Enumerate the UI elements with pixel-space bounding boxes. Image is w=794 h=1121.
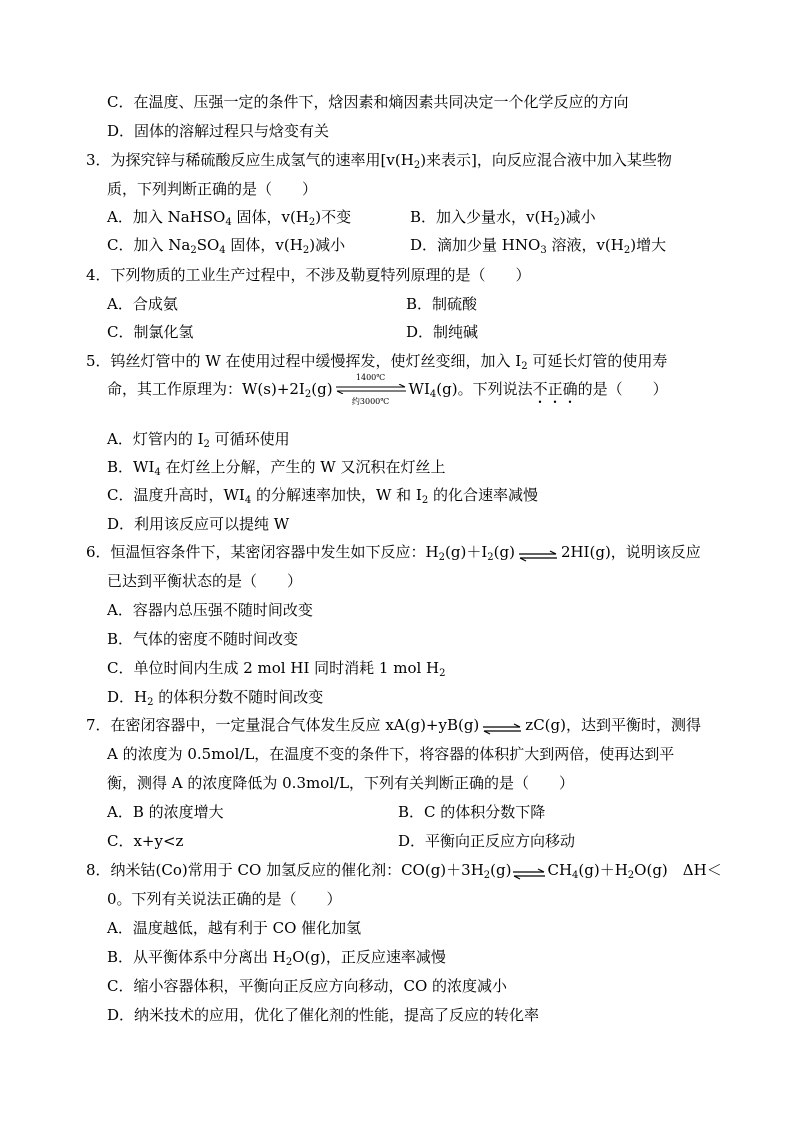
q5-stem-line2: [107, 372, 668, 407]
q8-stem-line2: [107, 889, 342, 909]
q2-option-c: [107, 92, 628, 112]
text: A．加入 NaHSO: [107, 208, 226, 226]
q7-option-d: [398, 831, 575, 851]
q6-option-d: [107, 687, 323, 707]
text: D．制纯碱: [406, 323, 479, 341]
text: C．单位时间内生成 2 mol HI 同时消耗 1 mol H: [107, 659, 440, 677]
text: 已达到平衡状态的是（ ）: [107, 572, 303, 590]
q3-number: 3．: [86, 151, 111, 169]
text: (g)＋I: [445, 543, 488, 561]
q7-stem-line2: [107, 744, 674, 764]
text: O(g) ΔH＜: [634, 861, 722, 879]
subscript: 2: [190, 245, 197, 256]
text: B．制硫酸: [406, 295, 478, 313]
q7-stem-line3: [107, 773, 574, 793]
text: 2HI(g)，说明该反应: [560, 543, 701, 561]
subscript: 2: [439, 668, 446, 679]
q5-option-b: [107, 457, 445, 477]
text: C．x+y<z: [107, 832, 184, 850]
equilibrium-arrow-icon: [518, 547, 558, 559]
text: 命，其工作原理为：W(s)+2I: [107, 380, 305, 398]
text: 衡，测得 A 的浓度降低为 0.3mol/L，下列有关判断正确的是（ ）: [107, 774, 575, 792]
text: O(g)，正反应速率减慢: [292, 948, 446, 966]
emphasized-text: 不正确: [532, 380, 578, 398]
subscript: 4: [154, 467, 161, 478]
text: 在灯丝上分解，产生的 W 又沉积在灯丝上: [160, 458, 446, 476]
text: D．滴加少量 HNO: [410, 236, 541, 254]
subscript: 2: [308, 217, 316, 228]
q4-option-c: [107, 322, 193, 342]
text: 恒温恒容条件下，某密闭容器中发生如下反应：H: [110, 543, 439, 561]
q7-option-b: [398, 802, 545, 822]
subscript: 2: [483, 870, 491, 881]
equilibrium-arrow-icon: [482, 720, 522, 732]
text: 在密闭容器中，一定量混合气体发生反应 xA(g)+yB(g): [110, 716, 480, 734]
q4-number: 4．: [86, 266, 111, 284]
q3-option-a: [107, 207, 351, 227]
text: 的分解速率加快，W 和 I: [251, 486, 422, 504]
q8-option-a: [107, 918, 361, 938]
q3-option-c: [107, 235, 345, 255]
text: 可延长灯管的使用寿: [527, 352, 668, 370]
text: D．平衡向正反应方向移动: [398, 832, 576, 850]
reversible-reaction-arrow: [335, 373, 407, 407]
text: D．利用该反应可以提纯 W: [107, 515, 290, 533]
equilibrium-arrow-icon: [335, 384, 407, 394]
subscript: 2: [285, 957, 293, 968]
text: A．温度越低，越有利于 CO 催化加氢: [107, 919, 362, 937]
text: (g): [311, 380, 333, 398]
q8-number: 8．: [86, 861, 111, 879]
q3-stem-line2: [107, 179, 317, 199]
q7-option-a: [107, 802, 224, 822]
q6-option-c: [107, 658, 446, 678]
condition-reverse: 约3000℃: [351, 397, 390, 406]
q4-stem-text: 下列物质的工业生产过程中，不涉及勒夏特列原理的是（ ）: [110, 266, 531, 284]
subscript: 2: [521, 361, 528, 372]
subscript: 4: [429, 389, 437, 400]
q2-option-c-text: C．在温度、压强一定的条件下，焓因素和熵因素共同决定一个化学反应的方向: [107, 93, 629, 111]
q4-option-d: [406, 322, 478, 342]
q8-option-c: [107, 976, 507, 996]
text: )不变: [315, 208, 352, 226]
text: (g): [490, 861, 512, 879]
subscript: 2: [421, 495, 429, 506]
subscript: 4: [225, 217, 232, 228]
subscript: 2: [304, 389, 312, 400]
text: A．合成氨: [107, 295, 178, 313]
subscript: 4: [572, 870, 579, 881]
q3-stem-text-b: )来表示]，向反应混合液中加入某些物: [420, 151, 672, 169]
text: C．缩小容器体积，平衡向正反应方向移动，CO 的浓度减小: [107, 977, 508, 995]
q3-option-b: [410, 207, 596, 227]
subscript: 2: [147, 697, 154, 708]
text: A．B 的浓度增大: [107, 803, 224, 821]
text: 的化合速率减慢: [428, 486, 539, 504]
text: C．制氯化氢: [107, 323, 194, 341]
text: 溶液，v(H: [546, 236, 624, 254]
q6-number: 6．: [86, 543, 111, 561]
text: B．从平衡体系中分离出 H: [107, 948, 286, 966]
q5-option-d: [107, 514, 289, 534]
text: B．加入少量水，v(H: [410, 208, 554, 226]
subscript: 3: [540, 245, 547, 256]
subscript: 2: [553, 217, 560, 228]
q7-number: 7．: [86, 716, 111, 734]
q5-option-a: [107, 429, 290, 449]
condition-forward: 1400℃: [355, 373, 386, 382]
text: 的体积分数不随时间改变: [153, 688, 324, 706]
text: B．WI: [107, 458, 155, 476]
subscript: 2: [438, 552, 446, 563]
subscript: 4: [244, 495, 252, 506]
q7-stem-line1: [86, 715, 701, 735]
text: 纳米钴(Co)常用于 CO 加氢反应的催化剂：CO(g)＋3H: [110, 861, 484, 879]
text: 0。下列有关说法正确的是（ ）: [107, 890, 342, 908]
text: B．C 的体积分数下降: [398, 803, 546, 821]
q6-stem-line2: [107, 571, 302, 591]
subscript: 2: [203, 439, 210, 450]
q3-option-d: [410, 235, 666, 255]
text: D．纳米技术的应用，优化了催化剂的性能，提高了反应的转化率: [107, 1006, 540, 1024]
q2-option-d-text: D．固体的溶解过程只与焓变有关: [107, 122, 330, 140]
subscript: 2: [627, 870, 635, 881]
q5-number: 5．: [86, 352, 111, 370]
q8-option-b: [107, 947, 446, 967]
text: WI: [408, 380, 430, 398]
subscript: 2: [302, 245, 310, 256]
q5-stem-line1: [86, 351, 667, 371]
q8-option-d: [107, 1005, 539, 1025]
equilibrium-arrow-icon: [512, 865, 546, 877]
text: )增大: [630, 236, 667, 254]
q8-stem-line1: [86, 860, 722, 880]
text: D．H: [107, 688, 148, 706]
text: A．容器内总压强不随时间改变: [107, 601, 313, 619]
text: C．温度升高时，WI: [107, 486, 245, 504]
text: A 的浓度为 0.5mol/L，在温度不变的条件下，将容器的体积扩大到两倍，使再达到平: [107, 745, 675, 763]
q6-option-b: [107, 629, 298, 649]
q4-option-a: [107, 294, 178, 314]
text: SO: [196, 236, 220, 254]
text: 的是（ ）: [577, 380, 668, 398]
subscript: 2: [413, 160, 421, 171]
text: (g)。下列说法: [436, 380, 533, 398]
q3-stem-text-a: 为探究锌与稀硫酸反应生成氢气的速率用[v(H: [110, 151, 414, 169]
text: zC(g)，达到平衡时，测得: [525, 716, 701, 734]
text: )减小: [559, 208, 596, 226]
q3-stem-text-c: 质，下列判断正确的是（ ）: [107, 180, 318, 198]
text: A．灯管内的 I: [107, 430, 204, 448]
text: 固体，v(H: [231, 208, 309, 226]
text: CH: [547, 861, 573, 879]
subscript: 2: [487, 552, 494, 563]
q2-option-d: [107, 121, 329, 141]
q6-stem-line1: [86, 542, 701, 562]
q7-option-c: [107, 831, 183, 851]
text: 可循环使用: [209, 430, 290, 448]
q3-stem-line1: [86, 150, 672, 170]
text: (g)＋H: [578, 861, 628, 879]
q5-option-c: [107, 485, 538, 505]
text: (g): [493, 543, 515, 561]
text: C．加入 Na: [107, 236, 191, 254]
q4-stem: [86, 265, 531, 285]
subscript: 4: [219, 245, 226, 256]
q4-option-b: [406, 294, 477, 314]
subscript: 2: [623, 245, 631, 256]
text: 固体，v(H: [225, 236, 303, 254]
text: 钨丝灯管中的 W 在使用过程中缓慢挥发，使灯丝变细，加入 I: [110, 352, 522, 370]
text: )减小: [309, 236, 346, 254]
q6-option-a: [107, 600, 313, 620]
text: B．气体的密度不随时间改变: [107, 630, 299, 648]
